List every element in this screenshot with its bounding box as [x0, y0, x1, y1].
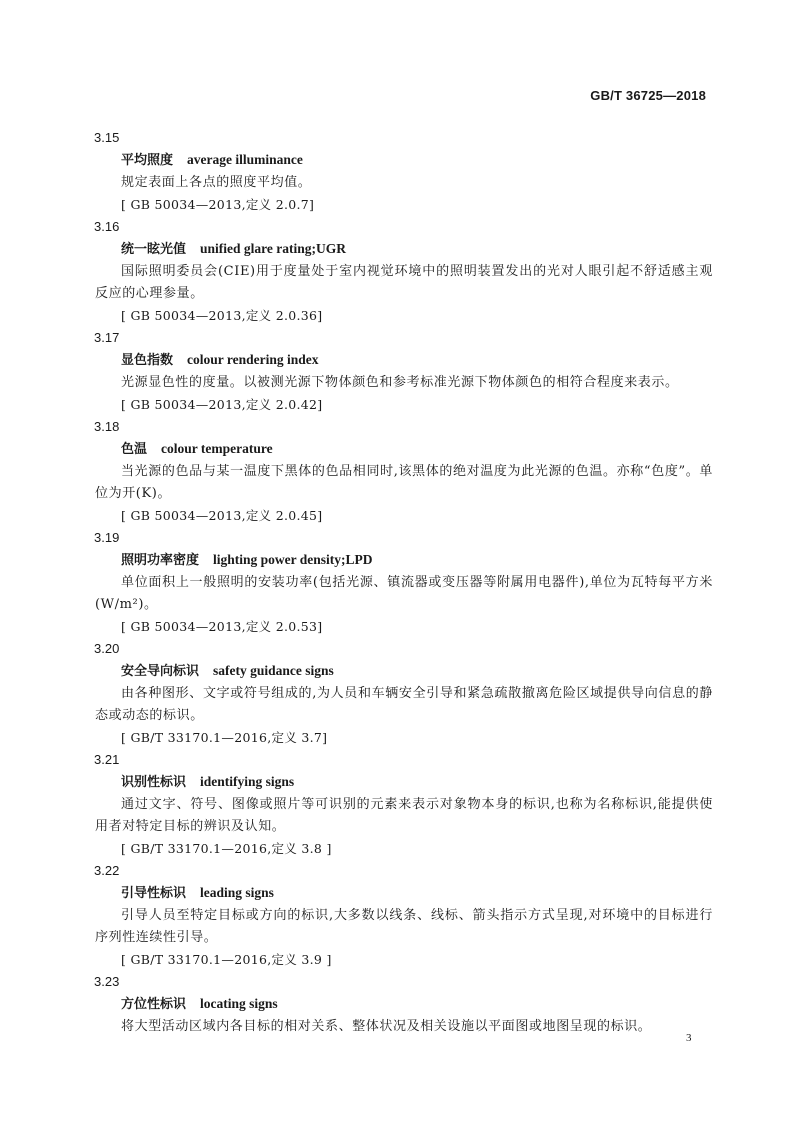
term-english: locating signs [200, 996, 278, 1011]
term-source: [ GB/T 33170.1—2016,定义 3.7] [121, 730, 328, 745]
term-source: [ GB 50034—2013,定义 2.0.45] [121, 508, 323, 523]
term-heading [95, 438, 713, 461]
standard-code-header: GB/T 36725—2018 [590, 88, 706, 103]
term-source: [ GB/T 33170.1—2016,定义 3.9 ] [121, 952, 332, 967]
term-heading [95, 771, 713, 794]
term-english: lighting power density;LPD [213, 552, 373, 567]
term-definition: 光源显色性的度量。以被测光源下物体颜色和参考标准光源下物体颜色的相符合程度来表示。 [121, 375, 679, 390]
page-number: 3 [686, 1032, 692, 1044]
term-entry-3-20 [95, 638, 713, 749]
term-source: [ GB 50034—2013,定义 2.0.7] [121, 197, 315, 212]
term-english: colour temperature [161, 441, 273, 456]
term-chinese: 统一眩光值 [121, 242, 187, 257]
term-source: [ GB 50034—2013,定义 2.0.53] [121, 619, 323, 634]
term-english: unified glare rating;UGR [200, 241, 347, 256]
term-definition: 规定表面上各点的照度平均值。 [121, 175, 312, 190]
term-english: safety guidance signs [213, 663, 334, 678]
clause-number: 3.18 [94, 419, 120, 434]
term-chinese: 识别性标识 [121, 775, 187, 790]
term-chinese: 平均照度 [121, 153, 174, 168]
term-heading [95, 149, 713, 172]
term-definition: 单位面积上一般照明的安装功率(包括光源、镇流器或变压器等附属用电器件),单位为瓦特每平方米(W/m²)。 [95, 575, 713, 612]
term-heading [95, 993, 713, 1016]
term-entry-3-15 [95, 127, 713, 216]
term-definition: 当光源的色品与某一温度下黑体的色品相同时,该黑体的绝对温度为此光源的色温。亦称“色度”。单位为开(K)。 [95, 464, 713, 501]
term-entry-3-17 [95, 327, 713, 416]
clause-number: 3.15 [94, 130, 120, 145]
term-definition: 通过文字、符号、图像或照片等可识别的元素来表示对象物本身的标识,也称为名称标识,能提供使用者对特定目标的辨识及认知。 [95, 797, 713, 834]
term-chinese: 色温 [121, 442, 148, 457]
clause-number: 3.20 [94, 641, 120, 656]
term-source: [ GB/T 33170.1—2016,定义 3.8 ] [121, 841, 332, 856]
term-source: [ GB 50034—2013,定义 2.0.36] [121, 308, 323, 323]
term-entry-3-16 [95, 216, 713, 327]
term-english: average illuminance [187, 152, 303, 167]
term-definition: 国际照明委员会(CIE)用于度量处于室内视觉环境中的照明装置发出的光对人眼引起不舒适感主观反应的心理参量。 [95, 264, 713, 301]
term-definition: 引导人员至特定目标或方向的标识,大多数以线条、线标、箭头指示方式呈现,对环境中的目标进行序列性连续性引导。 [95, 908, 713, 945]
term-english: leading signs [200, 885, 274, 900]
clause-number: 3.17 [94, 330, 120, 345]
term-heading [95, 238, 713, 261]
term-heading [95, 549, 713, 572]
term-entry-3-18 [95, 416, 713, 527]
term-chinese: 引导性标识 [121, 886, 187, 901]
term-definition: 将大型活动区域内各目标的相对关系、整体状况及相关设施以平面图或地图呈现的标识。 [121, 1019, 652, 1034]
clause-number: 3.16 [94, 219, 120, 234]
terms-section [95, 127, 713, 1038]
term-heading [95, 882, 713, 905]
term-source: [ GB 50034—2013,定义 2.0.42] [121, 397, 323, 412]
term-entry-3-19 [95, 527, 713, 638]
clause-number: 3.22 [94, 863, 120, 878]
term-chinese: 照明功率密度 [121, 553, 200, 568]
term-heading [95, 660, 713, 683]
clause-number: 3.19 [94, 530, 120, 545]
term-entry-3-21 [95, 749, 713, 860]
term-definition: 由各种图形、文字或符号组成的,为人员和车辆安全引导和紧急疏散撤离危险区域提供导向信息的静态或动态的标识。 [95, 686, 713, 723]
term-english: colour rendering index [187, 352, 319, 367]
term-english: identifying signs [200, 774, 295, 789]
term-chinese: 方位性标识 [121, 997, 187, 1012]
term-entry-3-23 [95, 971, 713, 1038]
term-chinese: 安全导向标识 [121, 664, 200, 679]
term-heading [95, 349, 713, 372]
clause-number: 3.23 [94, 974, 120, 989]
term-chinese: 显色指数 [121, 353, 174, 368]
clause-number: 3.21 [94, 752, 120, 767]
term-entry-3-22 [95, 860, 713, 971]
